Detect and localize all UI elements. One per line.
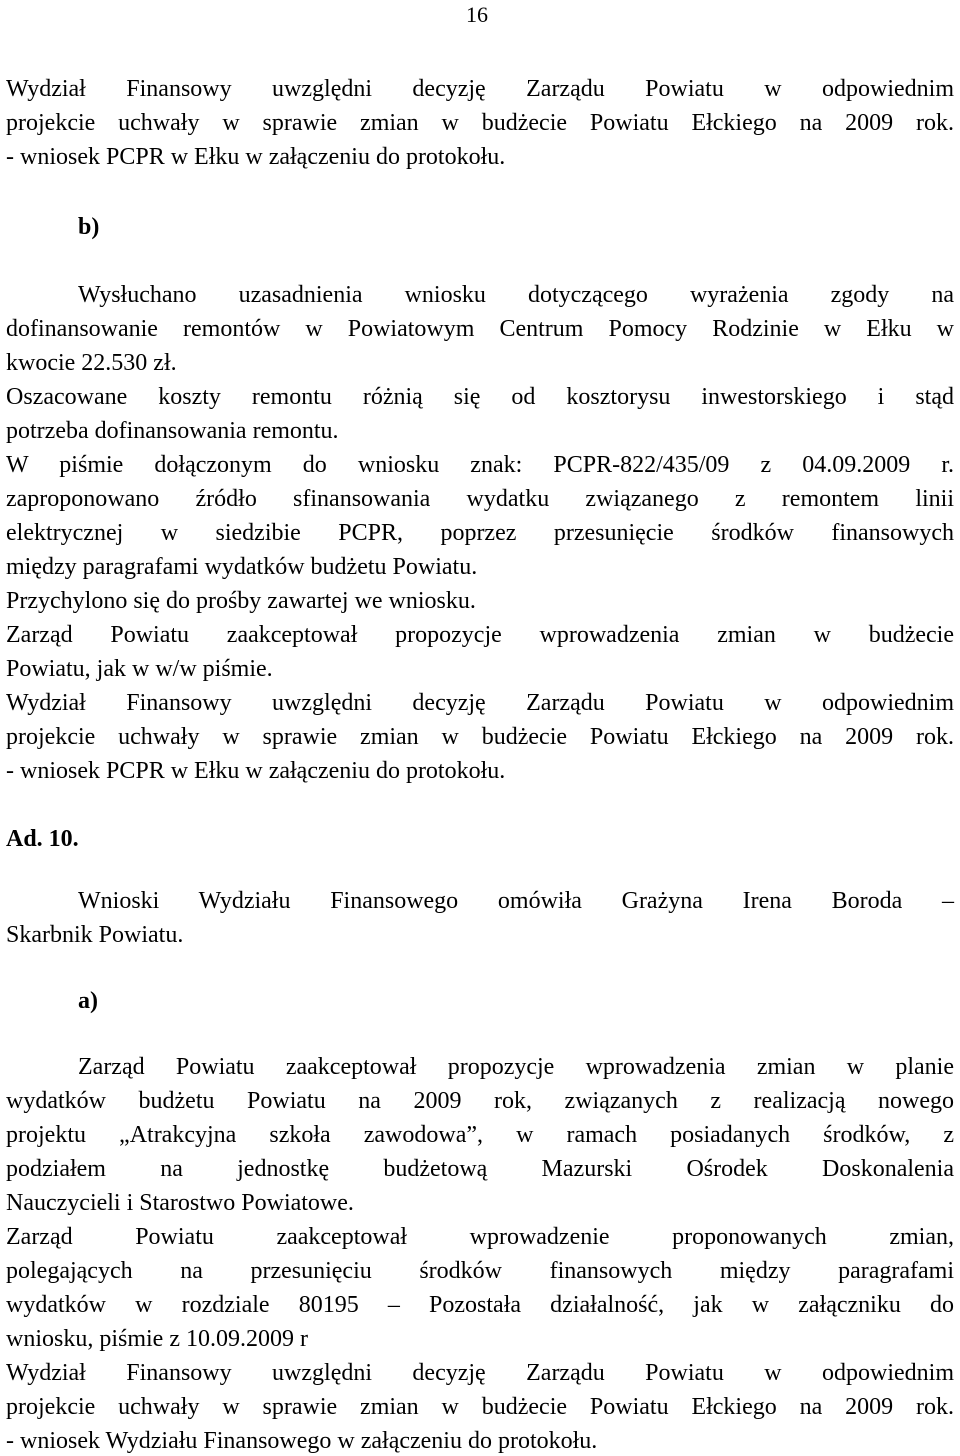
paragraph-line: Zarząd Powiatu zaakceptował wprowadzenie proponowanych zmian, xyxy=(6,1224,954,1250)
paragraph-line: elektrycznej w siedzibie PCPR, poprzez przesunięcie środków finansowych xyxy=(6,520,954,546)
page-number: 16 xyxy=(466,2,488,27)
paragraph-line: między paragrafami wydatków budżetu Powiatu. xyxy=(6,554,478,580)
paragraph-line: Oszacowane koszty remontu różnią się od kosztorysu inwestorskiego i stąd xyxy=(6,384,954,410)
paragraph-line: projekcie uchwały w sprawie zmian w budżecie Powiatu Ełckiego na 2009 rok. xyxy=(6,1394,954,1420)
paragraph-line: Skarbnik Powiatu. xyxy=(6,922,184,948)
paragraph-line: wniosku, piśmie z 10.09.2009 r xyxy=(6,1326,308,1352)
paragraph-line: Wydział Finansowy uwzględni decyzję Zarządu Powiatu w odpowiednim xyxy=(6,76,954,102)
paragraph-line: Wydział Finansowy uwzględni decyzję Zarządu Powiatu w odpowiednim xyxy=(6,690,954,716)
paragraph-line: Zarząd Powiatu zaakceptował propozycje wprowadzenia zmian w budżecie xyxy=(6,622,954,648)
paragraph-line: dofinansowanie remontów w Powiatowym Centrum Pomocy Rodzinie w Ełku w xyxy=(6,316,954,342)
paragraph-line: Nauczycieli i Starostwo Powiatowe. xyxy=(6,1190,354,1216)
paragraph-line: podziałem na jednostkę budżetową Mazurski Ośrodek Doskonalenia xyxy=(6,1156,954,1182)
paragraph-line: wydatków budżetu Powiatu na 2009 rok, związanych z realizacją nowego xyxy=(6,1088,954,1114)
paragraph-line: Powiatu, jak w w/w piśmie. xyxy=(6,656,273,682)
section-label-b: b) xyxy=(78,214,100,240)
paragraph-line: potrzeba dofinansowania remontu. xyxy=(6,418,339,444)
paragraph-line: projekcie uchwały w sprawie zmian w budżecie Powiatu Ełckiego na 2009 rok. xyxy=(6,724,954,750)
paragraph-line: wydatków w rozdziale 80195 – Pozostała działalność, jak w załączniku do xyxy=(6,1292,954,1318)
section-heading-ad10: Ad. 10. xyxy=(6,826,79,852)
paragraph-line: W piśmie dołączonym do wniosku znak: PCPR-822/435/09 z 04.09.2009 r. xyxy=(6,452,954,478)
paragraph-line: Wysłuchano uzasadnienia wniosku dotyczącego wyrażenia zgody na xyxy=(78,282,954,308)
paragraph-line: projekcie uchwały w sprawie zmian w budżecie Powiatu Ełckiego na 2009 rok. xyxy=(6,110,954,136)
paragraph-line: - wniosek Wydziału Finansowego w załączeniu do protokołu. xyxy=(6,1428,598,1454)
paragraph-line: kwocie 22.530 zł. xyxy=(6,350,177,376)
paragraph-line: zaproponowano źródło sfinansowania wydatku związanego z remontem linii xyxy=(6,486,954,512)
paragraph-line: Wydział Finansowy uwzględni decyzję Zarządu Powiatu w odpowiednim xyxy=(6,1360,954,1386)
paragraph-line: Wnioski Wydziału Finansowego omówiła Grażyna Irena Boroda – xyxy=(78,888,954,914)
paragraph-line: projektu „Atrakcyjna szkoła zawodowa”, w ramach posiadanych środków, z xyxy=(6,1122,954,1148)
paragraph-line: polegających na przesunięciu środków finansowych między paragrafami xyxy=(6,1258,954,1284)
paragraph-line: Przychylono się do prośby zawartej we wniosku. xyxy=(6,588,476,614)
paragraph-line: - wniosek PCPR w Ełku w załączeniu do protokołu. xyxy=(6,758,506,784)
section-label-a: a) xyxy=(78,988,98,1014)
paragraph-line: - wniosek PCPR w Ełku w załączeniu do protokołu. xyxy=(6,144,506,170)
paragraph-line: Zarząd Powiatu zaakceptował propozycje wprowadzenia zmian w planie xyxy=(78,1054,954,1080)
